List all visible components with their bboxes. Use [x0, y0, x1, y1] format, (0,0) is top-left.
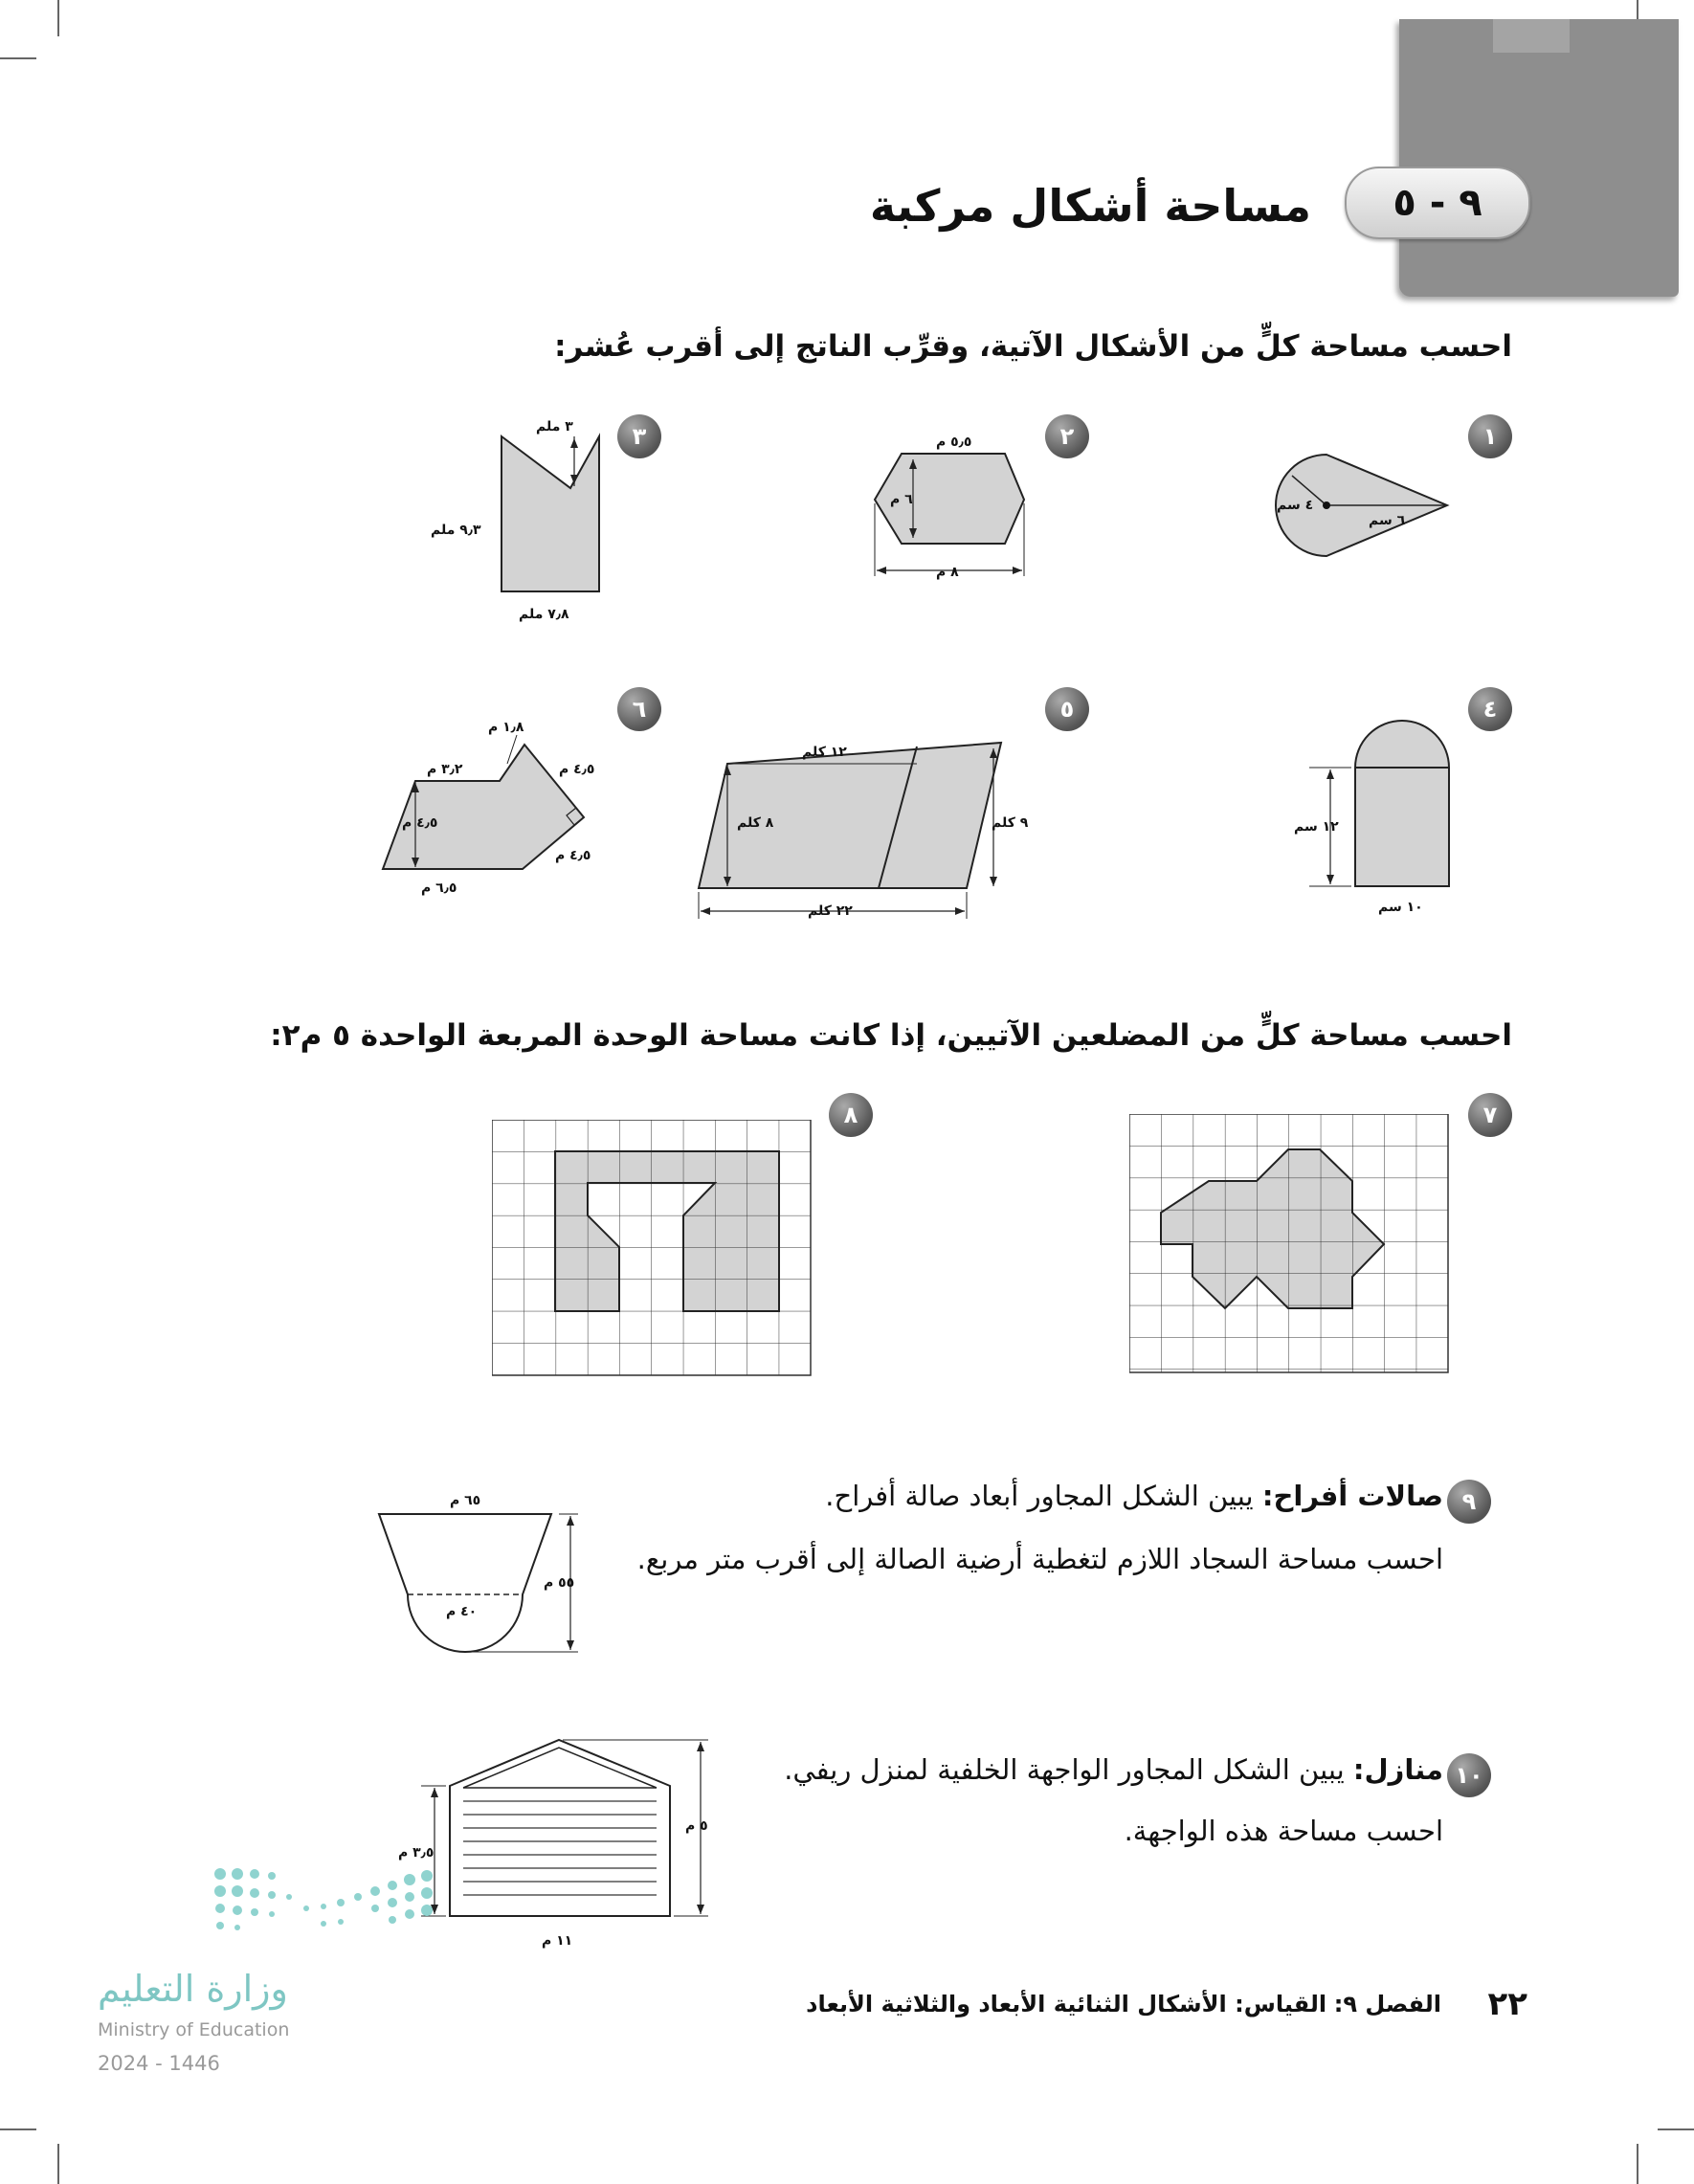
exercise-number-6: ٦ [617, 687, 661, 731]
fig4-height-label: ١٢ سم [1294, 819, 1339, 835]
fig2-top-label: ٥٫٥ م [936, 435, 972, 450]
lesson-number-badge [1345, 167, 1530, 239]
figure-9-hall [364, 1478, 593, 1669]
exercise-number-8: ٨ [829, 1093, 873, 1137]
crop-mark [57, 0, 59, 36]
fig9-diameter-label: ٤٠ م [446, 1604, 478, 1619]
crop-mark [0, 2128, 36, 2130]
figure-4-rectangle-semicircle [1282, 699, 1474, 919]
header-tab-highlight [1493, 19, 1570, 53]
page-number: ٢٢ [1487, 1985, 1527, 2023]
fig4-width-label: ١٠ سم [1378, 900, 1423, 915]
instruction-second: احسب مساحة كلٍّ من المضلعين الآتيين، إذا كانت مساحة الوحدة المربعة الواحدة ٥ م٢: [270, 1018, 1512, 1053]
fig5-left-label: ٨ كلم [737, 815, 774, 831]
figure-7-grid-polygon [1129, 1114, 1455, 1382]
exercise-number-9: ٩ [1447, 1480, 1491, 1524]
fig9-top-label: ٦٥ م [450, 1493, 481, 1508]
exercise-number-7: ٧ [1468, 1093, 1512, 1137]
fig3-notch-label: ٣ ملم [536, 419, 573, 435]
exercise-number-10: ١٠ [1447, 1753, 1491, 1797]
fig6-label-c: ٤٫٥ م [559, 762, 595, 777]
fig10-side-label: ٣٫٥ م [398, 1845, 435, 1861]
fig5-top-label: ١٢ كلم [802, 745, 847, 760]
fig10-total-label: ٥ م [685, 1818, 708, 1834]
crop-mark [57, 2144, 59, 2184]
figure-8-grid-polygon [492, 1120, 817, 1384]
fig2-width-label: ٨ م [936, 565, 959, 580]
problem-9-title: صالات أفراح: [1261, 1480, 1443, 1512]
figure-3-notched-rectangle [421, 412, 622, 632]
fig2-height-label: ٦ م [890, 492, 913, 507]
ministry-logo-arabic: وزارة التعليم [98, 1968, 288, 2010]
problem-10-line-1 [784, 1753, 1443, 1786]
fig5-bottom-label: ٢٢ كلم [808, 903, 853, 919]
fig5-right-label: ٩ كلم [992, 815, 1029, 831]
ministry-logo-english: Ministry of Education [98, 2019, 290, 2040]
exercise-number-3: ٣ [617, 414, 661, 458]
ministry-logo-dots [211, 1864, 459, 1950]
problem-9-text: يبين الشكل المجاور أبعاد صالة أفراح. [825, 1480, 1254, 1512]
instruction-first: احسب مساحة كلٍّ من الأشكال الآتية، وقرِّب الناتج إلى أقرب عُشر: [554, 329, 1512, 364]
problem-10-line-2: احسب مساحة هذه الواجهة. [1124, 1815, 1443, 1847]
fig9-height-label: ٥٥ م [544, 1575, 575, 1591]
page-title: مساحة أشكال مركبة [869, 180, 1311, 232]
ministry-logo-year: 2024 - 1446 [98, 2052, 220, 2075]
problem-10-text: يبين الشكل المجاور الواجهة الخلفية لمنزل ريفي. [784, 1753, 1345, 1786]
fig1-length-label: ٦ سم [1369, 513, 1406, 528]
crop-mark [0, 57, 36, 59]
figure-6-irregular-polygon [364, 708, 632, 900]
figure-1-circle-triangle [1244, 431, 1474, 622]
fig6-label-d: ٤٫٥ م [402, 815, 438, 831]
fig1-radius-label: ٤ سم [1277, 498, 1314, 513]
fig3-base-label: ٧٫٨ ملم [519, 607, 569, 622]
problem-9-line-2: احسب مساحة السجاد اللازم لتغطية أرضية الصالة إلى أقرب متر مربع. [636, 1543, 1443, 1575]
crop-mark [1658, 2128, 1694, 2130]
chapter-label: الفصل ٩: [1333, 1991, 1441, 2017]
figure-5-parallelogram [689, 727, 1043, 938]
exercise-number-5: ٥ [1045, 687, 1089, 731]
chapter-footer [806, 1991, 1441, 2017]
figure-2-hexagon [861, 431, 1053, 603]
fig10-base-label: ١١ م [542, 1933, 573, 1949]
fig6-label-f: ٦٫٥ م [421, 880, 457, 896]
chapter-title: القياس: الأشكال الثنائية الأبعاد والثلاثية الأبعاد [806, 1991, 1327, 2017]
lesson-number: ٩ - ٥ [1393, 181, 1482, 225]
header-tab [1399, 19, 1679, 297]
problem-10-title: منازل: [1352, 1753, 1443, 1786]
exercise-number-4: ٤ [1468, 687, 1512, 731]
exercise-number-2: ٢ [1045, 414, 1089, 458]
fig6-label-a: ١٫٨ م [488, 720, 524, 735]
fig6-label-e: ٤٫٥ م [555, 848, 591, 863]
exercise-number-1: ١ [1468, 414, 1512, 458]
fig6-label-b: ٣٫٢ م [427, 762, 463, 777]
problem-9-line-1 [825, 1480, 1443, 1512]
fig3-height-label: ٩٫٣ ملم [431, 523, 481, 538]
crop-mark [1637, 2144, 1638, 2184]
